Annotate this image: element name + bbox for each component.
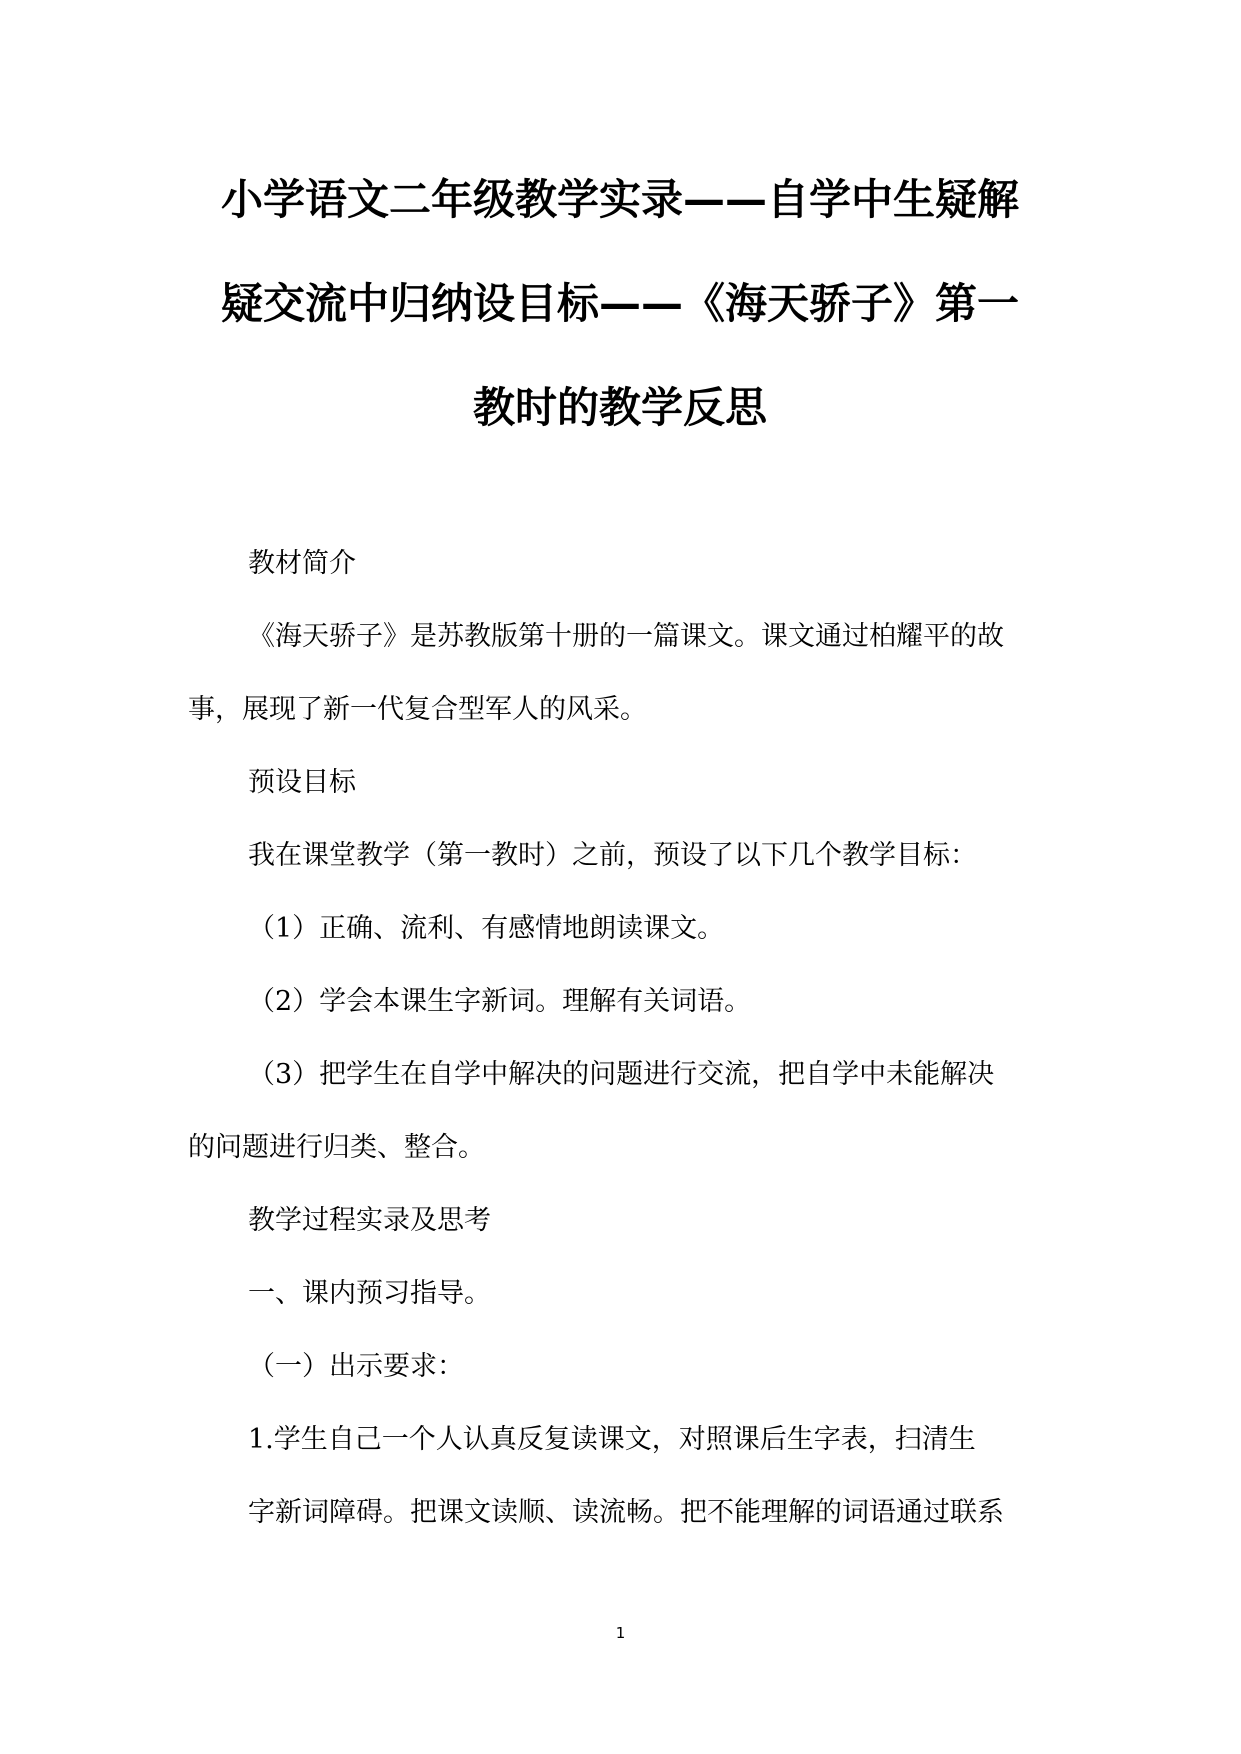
subsection-heading: （一）出示要求： [248,1351,464,1382]
list-item [188,1421,1050,1531]
paragraph-line: 1.学生自己一个人认真反复读课文，对照课后生字表，扫清生 [248,1424,976,1455]
paragraph-line: 《海天骄子》是苏教版第十册的一篇课文。课文通过柏耀平的故 [248,621,1004,652]
page-number: 1 [615,1624,626,1642]
document-body [188,545,1050,1567]
paragraph-line: （3）把学生在自学中解决的问题进行交流，把自学中未能解决 [248,1059,995,1090]
list-item: （1）正确、流利、有感情地朗读课文。 [248,913,725,944]
title-line: 小学语文二年级教学实录——自学中生疑解 [220,175,1019,224]
list-item: （2）学会本课生字新词。理解有关词语。 [248,986,752,1017]
paragraph: 我在课堂教学（第一教时）之前，预设了以下几个教学目标： [248,840,977,871]
paragraph-line: 的问题进行归类、整合。 [188,1132,485,1163]
paragraph-line: 事，展现了新一代复合型军人的风采。 [188,694,647,725]
title-line: 疑交流中归纳设目标——《海天骄子》第一 [220,279,1019,328]
subsection-heading: 一、课内预习指导。 [248,1278,491,1309]
section-heading: 教材简介 [248,548,356,579]
paragraph-line: 字新词障碍。把课文读顺、读流畅。把不能理解的词语通过联系 [248,1497,1004,1528]
paragraph [188,618,1050,728]
section-heading: 教学过程实录及思考 [248,1205,491,1236]
title-line: 教时的教学反思 [472,383,767,432]
section-heading: 预设目标 [248,767,356,798]
list-item [188,1056,1050,1166]
document-title [190,148,1050,460]
